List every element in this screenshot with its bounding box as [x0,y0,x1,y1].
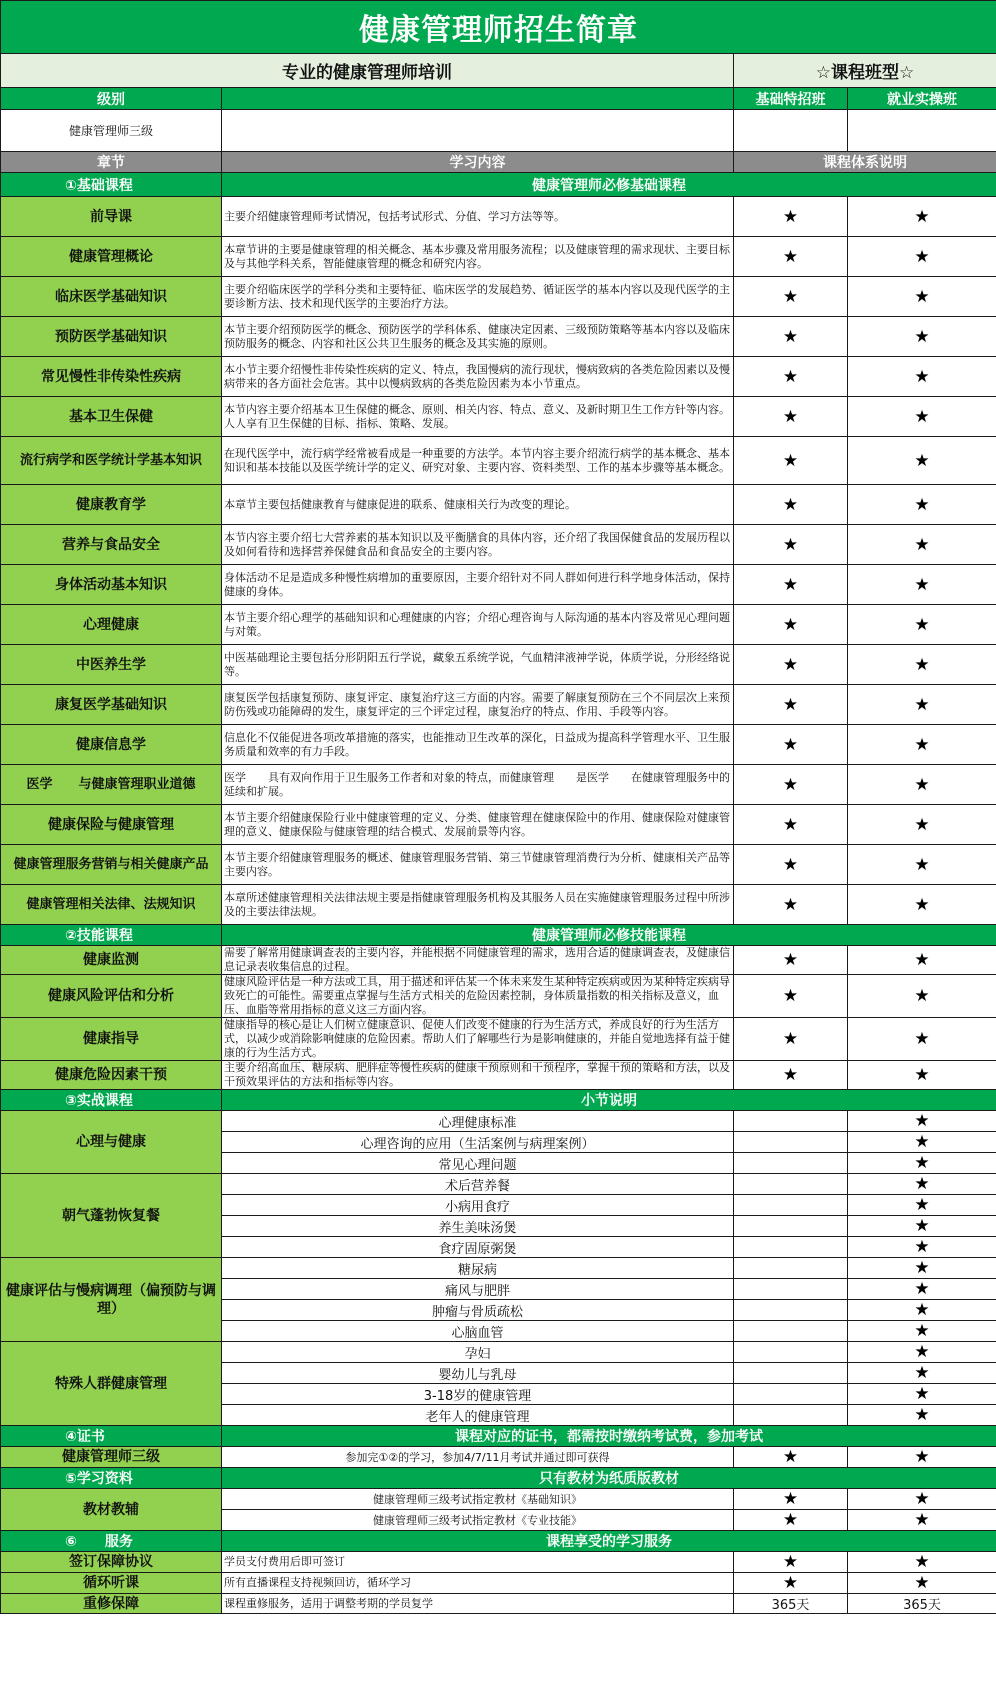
employment-star: ★ [848,1153,996,1174]
basic-star: ★ [734,725,848,765]
subtitle: 专业的健康管理师培训 [1,54,734,88]
section-row [1,1090,996,1111]
employment-star: ★ [848,1279,996,1300]
employment-star: ★ [848,1111,996,1132]
course-name: 健康危险因素干预 [1,1061,222,1090]
employment-star: ★ [848,197,996,237]
course-description: 本节内容主要介绍基本卫生保健的概念、原则、相关内容、特点、意义、及新时期卫生工作方针等内容。人人享有卫生保健的目标、指标、策略、发展。 [222,397,734,437]
practice-item: 食疗固原粥煲 [222,1237,734,1258]
basic-star: ★ [734,975,848,1018]
course-row [1,645,996,685]
course-row [1,1061,996,1090]
material-row [1,1489,996,1510]
practice-item: 婴幼儿与乳母 [222,1363,734,1384]
basic-empty-cell [734,1342,848,1363]
service-row [1,1573,996,1594]
course-name: 健康监测 [1,946,222,975]
course-row [1,805,996,845]
basic-empty-cell [734,1363,848,1384]
practice-item: 养生美味汤煲 [222,1216,734,1237]
practice-row [1,1174,996,1195]
practice-row [1,1342,996,1363]
practice-group-name: 朝气蓬勃恢复餐 [1,1174,222,1258]
basic-empty-cell [734,1300,848,1321]
practice-item: 3-18岁的健康管理 [222,1384,734,1405]
basic-star: ★ [734,1552,848,1573]
course-description: 需要了解常用健康调查表的主要内容，并能根据不同健康管理的需求，选用合适的健康调查表，及健康信息记录表收集信息的过程。 [222,946,734,975]
practice-item: 心理健康标准 [222,1111,734,1132]
course-row [1,845,996,885]
basic-star: ★ [734,1447,848,1468]
employment-star: ★ [848,805,996,845]
practice-item: 常见心理问题 [222,1153,734,1174]
basic-star: ★ [734,946,848,975]
basic-star: ★ [734,845,848,885]
course-table-body [1,1,996,1614]
section-description: 健康管理师必修技能课程 [222,925,996,946]
section-description: 课程对应的证书，都需按时缴纳考试费，参加考试 [222,1426,996,1447]
course-row [1,397,996,437]
practice-item: 老年人的健康管理 [222,1405,734,1426]
employment-star: ★ [848,1195,996,1216]
subtitle-row [1,54,996,88]
course-row [1,565,996,605]
basic-empty-cell [734,1279,848,1300]
employment-star: ★ [848,605,996,645]
course-row [1,885,996,925]
employment-star: ★ [848,437,996,485]
course-name: 健康保险与健康管理 [1,805,222,845]
course-row [1,277,996,317]
section-label: ②技能课程 [1,925,222,946]
basic-empty-cell [734,1195,848,1216]
employment-star: ★ [848,1237,996,1258]
basic-star: ★ [734,685,848,725]
course-description: 本节主要介绍预防医学的概念、预防医学的学科体系、健康决定因素、三级预防策略等基本内容以及临床预防服务的概念、内容和社区公共卫生服务的概念及其实施的原则。 [222,317,734,357]
practice-item: 孕妇 [222,1342,734,1363]
employment-star: ★ [848,485,996,525]
basic-star: ★ [734,485,848,525]
service-name: 循环听课 [1,1573,222,1594]
course-description: 主要介绍临床医学的学科分类和主要特征、临床医学的发展趋势、循证医学的基本内容以及现代医学的主要诊断方法、技术和现代医学的主要治疗方法。 [222,277,734,317]
employment-star: ★ [848,1216,996,1237]
level-header-row [1,88,996,110]
employment-star: ★ [848,765,996,805]
employment-star: ★ [848,317,996,357]
course-description: 中医基础理论主要包括分形阴阳五行学说，藏象五系统学说，气血精津液神学说，体质学说，分形经络说等。 [222,645,734,685]
basic-empty-cell [734,1153,848,1174]
basic-empty-cell [734,1111,848,1132]
plan-employment-header: 就业实操班 [848,88,996,110]
course-name: 前导课 [1,197,222,237]
material-item: 健康管理师三级考试指定教材《基础知识》 [222,1489,734,1510]
course-name: 基本卫生保健 [1,397,222,437]
section-description: 只有教材为纸质版教材 [222,1468,996,1489]
employment-star: ★ [848,685,996,725]
course-name: 身体活动基本知识 [1,565,222,605]
employment-days: 365天 [848,1594,996,1614]
course-name: 心理健康 [1,605,222,645]
course-description: 康复医学包括康复预防、康复评定、康复治疗这三方面的内容。需要了解康复预防在三个不同层次上来预防伤残或功能障碍的发生，康复评定的三个评定过程，康复治疗的特点、作用、手段等内容。 [222,685,734,725]
title-row [1,1,996,54]
basic-star: ★ [734,645,848,685]
basic-star: ★ [734,885,848,925]
basic-star: ★ [734,765,848,805]
basic-star: ★ [734,1061,848,1090]
employment-star: ★ [848,1573,996,1594]
employment-star: ★ [848,845,996,885]
employment-star: ★ [848,237,996,277]
course-name: 中医养生学 [1,645,222,685]
basic-star: ★ [734,605,848,645]
level-basic-cell [734,110,848,152]
course-row [1,437,996,485]
material-item: 健康管理师三级考试指定教材《专业技能》 [222,1510,734,1531]
course-description: 在现代医学中，流行病学经常被看成是一种重要的方法学。本节内容主要介绍流行病学的基本概念、基本知识和基本技能以及医学统计学的定义、研究对象、主要内容、资料类型、工作的基本步骤等基本概念。 [222,437,734,485]
course-row [1,765,996,805]
basic-empty-cell [734,1174,848,1195]
employment-star: ★ [848,1300,996,1321]
course-row [1,1018,996,1061]
practice-item: 小病用食疗 [222,1195,734,1216]
section-description: 小节说明 [222,1090,996,1111]
plan-basic-header: 基础特招班 [734,88,848,110]
employment-star: ★ [848,1132,996,1153]
course-name: 康复医学基础知识 [1,685,222,725]
system-header: 课程体系说明 [734,152,996,173]
course-description: 身体活动不足是造成多种慢性病增加的重要原因，主要介绍针对不同人群如何进行科学地身体活动，保持健康的身体。 [222,565,734,605]
practice-group-name: 心理与健康 [1,1111,222,1174]
page-title: 健康管理师招生简章 [1,1,996,54]
course-description: 本章节讲的主要是健康管理的相关概念、基本步骤及常用服务流程；以及健康管理的需求现状、主要目标及与其他学科关系，智能健康管理的概念和研究内容。 [222,237,734,277]
content-header: 学习内容 [222,152,734,173]
level-header: 级别 [1,88,222,110]
course-description: 本节主要介绍心理学的基础知识和心理健康的内容；介绍心理咨询与人际沟通的基本内容及常见心理问题与对策。 [222,605,734,645]
practice-item: 肿瘤与骨质疏松 [222,1300,734,1321]
level-employment-cell [848,110,996,152]
employment-star: ★ [848,1489,996,1510]
course-name: 健康管理服务营销与相关健康产品 [1,845,222,885]
employment-star: ★ [848,1321,996,1342]
basic-days: 365天 [734,1594,848,1614]
employment-star: ★ [848,277,996,317]
employment-star: ★ [848,975,996,1018]
course-row [1,525,996,565]
course-row [1,975,996,1018]
employment-star: ★ [848,1552,996,1573]
course-name: 健康管理概论 [1,237,222,277]
practice-item: 心理咨询的应用（生活案例与病理案例） [222,1132,734,1153]
course-description: 本章节主要包括健康教育与健康促进的联系、健康相关行为改变的理论。 [222,485,734,525]
basic-star: ★ [734,197,848,237]
practice-row [1,1111,996,1132]
course-row [1,946,996,975]
course-name: 健康风险评估和分析 [1,975,222,1018]
service-row [1,1552,996,1573]
course-description: 主要介绍健康管理师考试情况，包括考试形式、分值、学习方法等等。 [222,197,734,237]
basic-star: ★ [734,1510,848,1531]
employment-star: ★ [848,1061,996,1090]
course-description: 健康指导的核心是让人们树立健康意识、促使人们改变不健康的行为生活方式，养成良好的行为生活方式，以减少或消除影响健康的危险因素。帮助人们了解哪些行为是影响健康的，并能自觉地选择有益于健康的行为生活方式。 [222,1018,734,1061]
course-description: 本节主要介绍健康管理服务的概述、健康管理服务营销、第三节健康管理消费行为分析、健康相关产品等主要内容。 [222,845,734,885]
course-name: 流行病学和医学统计学基本知识 [1,437,222,485]
course-name: 营养与食品安全 [1,525,222,565]
service-description: 学员支付费用后即可签订 [222,1552,734,1573]
basic-empty-cell [734,1321,848,1342]
employment-star: ★ [848,1384,996,1405]
practice-group-name: 特殊人群健康管理 [1,1342,222,1426]
course-row [1,685,996,725]
employment-star: ★ [848,1510,996,1531]
course-row [1,197,996,237]
course-row [1,725,996,765]
practice-item: 心脑血管 [222,1321,734,1342]
employment-star: ★ [848,725,996,765]
employment-star: ★ [848,525,996,565]
practice-row [1,1258,996,1279]
course-description: 本章所述健康管理相关法律法规主要是指健康管理服务机构及其服务人员在实施健康管理服务过程中所涉及的主要法律法规。 [222,885,734,925]
employment-star: ★ [848,1258,996,1279]
section-row [1,1468,996,1489]
employment-star: ★ [848,565,996,605]
practice-item: 术后营养餐 [222,1174,734,1195]
course-name: 医学 与健康管理职业道德 [1,765,222,805]
certificate-description: 参加完①②的学习，参加4/7/11月考试并通过即可获得 [222,1447,734,1468]
basic-star: ★ [734,397,848,437]
practice-item: 糖尿病 [222,1258,734,1279]
course-name: 健康指导 [1,1018,222,1061]
course-description: 本节主要介绍健康保险行业中健康管理的定义、分类、健康管理在健康保险中的作用、健康保险对健康管理的意义、健康保险与健康管理的结合模式、发展前景等内容。 [222,805,734,845]
basic-star: ★ [734,437,848,485]
course-description: 本节内容主要介绍七大营养素的基本知识以及平衡膳食的具体内容，还介绍了我国保健食品的发展历程以及如何看待和选择营养保健食品和食品安全的主要内容。 [222,525,734,565]
basic-empty-cell [734,1405,848,1426]
course-row [1,317,996,357]
course-name: 健康信息学 [1,725,222,765]
employment-star: ★ [848,946,996,975]
section-label: ⑤学习资料 [1,1468,222,1489]
employment-star: ★ [848,1405,996,1426]
course-description: 健康风险评估是一种方法或工具，用于描述和评估某一个体未来发生某种特定疾病或因为某种特定疾病导致死亡的可能性。需要重点掌握与生活方式相关的危险因素控制，身体质量指数的相关指标及意义，血压、血脂等常用指标的意义这三方面内容。 [222,975,734,1018]
service-description: 课程重修服务，适用于调整考期的学员复学 [222,1594,734,1614]
basic-star: ★ [734,565,848,605]
course-description: 医学 具有双向作用于卫生服务工作者和对象的特点，而健康管理 是医学 在健康管理服务中的延续和扩展。 [222,765,734,805]
certificate-row [1,1447,996,1468]
course-name: 健康管理相关法律、法规知识 [1,885,222,925]
section-row [1,1531,996,1552]
employment-star: ★ [848,397,996,437]
basic-star: ★ [734,317,848,357]
basic-empty-cell [734,1132,848,1153]
class-type-label: ☆课程班型☆ [734,54,996,88]
certificate-name: 健康管理师三级 [1,1447,222,1468]
basic-star: ★ [734,277,848,317]
section-description: 健康管理师必修基础课程 [222,173,996,197]
basic-star: ★ [734,1573,848,1594]
course-name: 预防医学基础知识 [1,317,222,357]
basic-star: ★ [734,1489,848,1510]
service-name: 重修保障 [1,1594,222,1614]
employment-star: ★ [848,645,996,685]
employment-star: ★ [848,1363,996,1384]
chapter-header: 章节 [1,152,222,173]
section-row [1,1426,996,1447]
level-header-blank [222,88,734,110]
course-row [1,605,996,645]
section-label: ③实战课程 [1,1090,222,1111]
section-label: ①基础课程 [1,173,222,197]
section-description: 课程享受的学习服务 [222,1531,996,1552]
basic-star: ★ [734,237,848,277]
practice-group-name: 健康评估与慢病调理（偏预防与调理） [1,1258,222,1342]
service-description: 所有直播课程支持视频回访，循环学习 [222,1573,734,1594]
section-label: ⑥ 服务 [1,1531,222,1552]
course-row [1,357,996,397]
level-blank [222,110,734,152]
basic-star: ★ [734,525,848,565]
employment-star: ★ [848,885,996,925]
employment-star: ★ [848,1018,996,1061]
course-description: 信息化不仅能促进各项改革措施的落实，也能推动卫生改革的深化，日益成为提高科学管理水平、卫生服务质量和效率的有力手段。 [222,725,734,765]
employment-star: ★ [848,357,996,397]
course-name: 临床医学基础知识 [1,277,222,317]
column-header-row [1,152,996,173]
basic-empty-cell [734,1258,848,1279]
material-name: 教材教辅 [1,1489,222,1531]
basic-empty-cell [734,1216,848,1237]
course-description: 本小节主要介绍慢性非传染性疾病的定义、特点，我国慢病的流行现状，慢病致病的各类危险因素以及慢病带来的各方面社会危害。其中以慢病致病的各类危险因素为本小节重点。 [222,357,734,397]
basic-star: ★ [734,805,848,845]
course-row [1,237,996,277]
employment-star: ★ [848,1342,996,1363]
basic-star: ★ [734,357,848,397]
level-row [1,110,996,152]
section-row [1,925,996,946]
practice-item: 痛风与肥胖 [222,1279,734,1300]
section-row [1,173,996,197]
employment-star: ★ [848,1174,996,1195]
basic-star: ★ [734,1018,848,1061]
level-value: 健康管理师三级 [1,110,222,152]
service-name: 签订保障协议 [1,1552,222,1573]
service-row [1,1594,996,1614]
course-description: 主要介绍高血压、糖尿病、肥胖症等慢性疾病的健康干预原则和干预程序，掌握干预的策略和方法，以及干预效果评估的方法和指标等内容。 [222,1061,734,1090]
section-label: ④证书 [1,1426,222,1447]
course-name: 常见慢性非传染性疾病 [1,357,222,397]
employment-star: ★ [848,1447,996,1468]
basic-empty-cell [734,1384,848,1405]
basic-empty-cell [734,1237,848,1258]
course-row [1,485,996,525]
course-name: 健康教育学 [1,485,222,525]
